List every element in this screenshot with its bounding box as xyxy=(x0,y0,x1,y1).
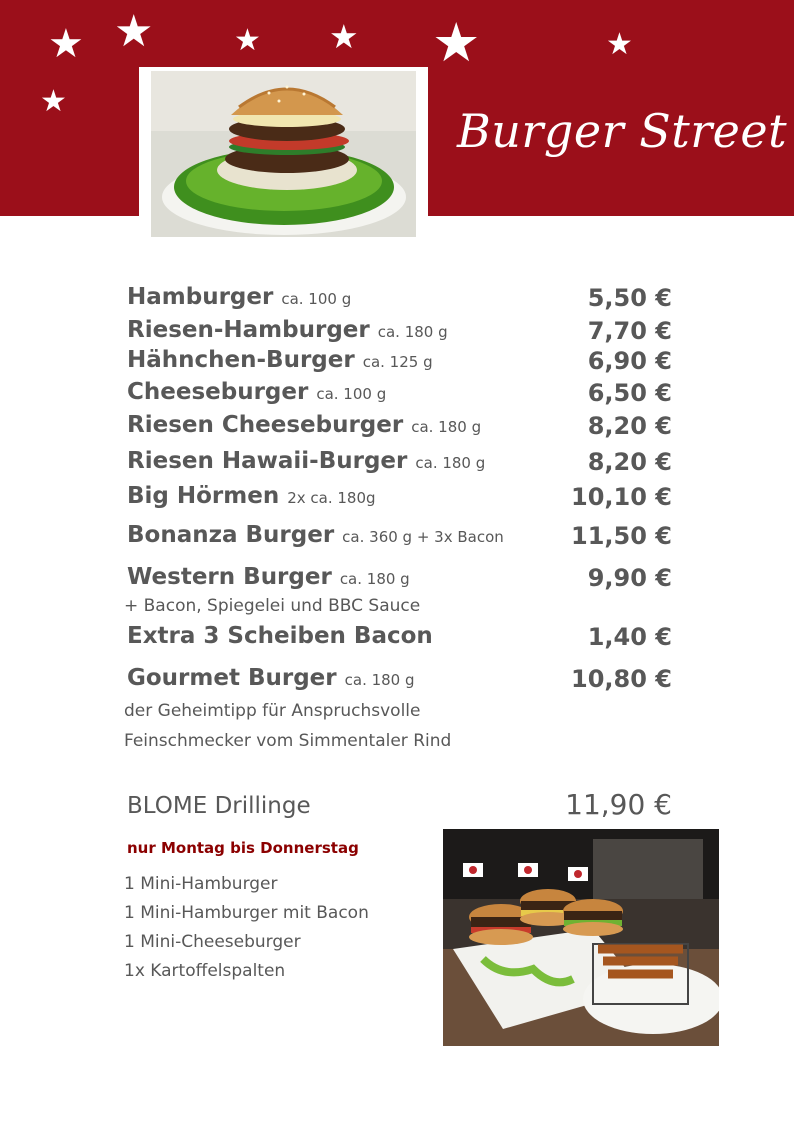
item-price: 6,90 € xyxy=(587,347,672,375)
item-weight: ca. 180 g xyxy=(411,418,482,436)
list-item: 1 Mini-Hamburger mit Bacon xyxy=(124,903,369,923)
item-note: + Bacon, Spiegelei und BBC Sauce xyxy=(124,596,421,616)
page-title: Burger Street xyxy=(457,104,788,158)
special-price: 11,90 € xyxy=(565,788,672,821)
item-name: Gourmet Burger ca. 180 g xyxy=(127,665,415,691)
item-weight: ca. 125 g xyxy=(362,353,433,371)
special-title: BLOME Drillinge xyxy=(127,793,311,819)
star-icon: ★ xyxy=(114,6,154,57)
hero-burger-photo xyxy=(139,67,428,241)
star-icon: ★ xyxy=(606,27,633,62)
special-availability: nur Montag bis Donnerstag xyxy=(127,839,359,857)
item-name: Big Hörmen 2x ca. 180g xyxy=(127,483,376,509)
item-name: Western Burger ca. 180 g xyxy=(127,564,410,590)
item-price: 10,10 € xyxy=(571,483,672,511)
item-weight: ca. 180 g xyxy=(415,454,486,472)
item-price: 11,50 € xyxy=(571,522,672,550)
item-note: Feinschmecker vom Simmentaler Rind xyxy=(124,731,452,751)
item-name: Cheeseburger ca. 100 g xyxy=(127,379,387,405)
item-price: 10,80 € xyxy=(571,665,672,693)
item-weight: ca. 180 g xyxy=(377,323,448,341)
list-item: 1x Kartoffelspalten xyxy=(124,961,286,981)
item-name: Bonanza Burger ca. 360 g + 3x Bacon xyxy=(127,522,504,548)
item-name: Hamburger ca. 100 g xyxy=(127,284,352,310)
mini-burger-platter-photo xyxy=(443,829,719,1046)
item-price: 6,50 € xyxy=(587,379,672,407)
star-icon: ★ xyxy=(432,11,481,74)
star-icon: ★ xyxy=(234,23,261,58)
item-name: Riesen-Hamburger ca. 180 g xyxy=(127,317,448,343)
item-note: der Geheimtipp für Anspruchsvolle xyxy=(124,701,421,721)
item-name: Riesen Hawaii-Burger ca. 180 g xyxy=(127,448,486,474)
item-weight: ca. 100 g xyxy=(316,385,387,403)
list-item: 1 Mini-Hamburger xyxy=(124,874,278,894)
item-weight: ca. 100 g xyxy=(281,290,352,308)
item-price: 7,70 € xyxy=(587,317,672,345)
star-icon: ★ xyxy=(48,21,84,67)
special-contents-list xyxy=(124,870,369,986)
item-price: 1,40 € xyxy=(587,623,672,651)
star-icon: ★ xyxy=(329,17,359,56)
item-name: Riesen Cheeseburger ca. 180 g xyxy=(127,412,482,438)
item-price: 5,50 € xyxy=(587,284,672,312)
item-price: 8,20 € xyxy=(587,448,672,476)
item-price: 9,90 € xyxy=(587,564,672,592)
item-name: Hähnchen-Burger ca. 125 g xyxy=(127,347,433,373)
item-price: 8,20 € xyxy=(587,412,672,440)
star-icon: ★ xyxy=(40,84,67,119)
list-item: 1 Mini-Cheeseburger xyxy=(124,932,301,952)
item-weight: 2x ca. 180g xyxy=(287,489,376,507)
item-weight: ca. 180 g xyxy=(344,671,415,689)
item-weight: ca. 360 g + 3x Bacon xyxy=(342,528,504,546)
item-name: Extra 3 Scheiben Bacon xyxy=(127,623,433,649)
item-weight: ca. 180 g xyxy=(339,570,410,588)
